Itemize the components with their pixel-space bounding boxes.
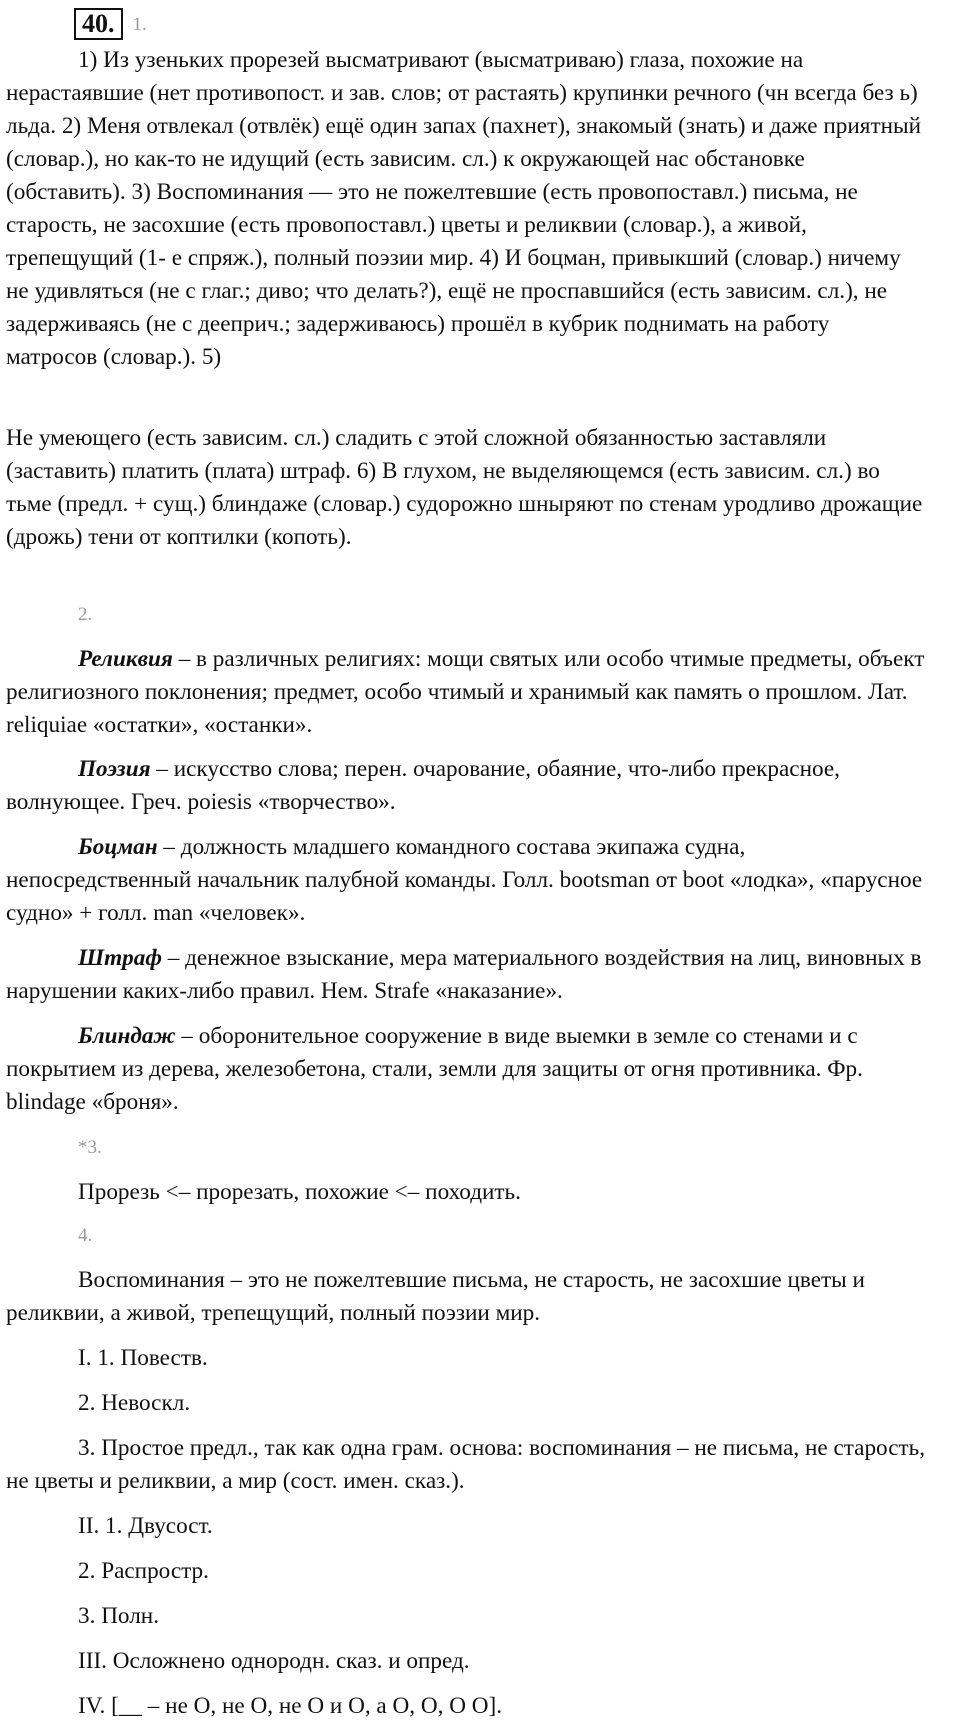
analysis-line: III. Осложнено однородн. сказ. и опред. (78, 1648, 470, 1674)
ex1-paragraph-2: Не умеющего (есть зависим. сл.) сладить с этой сложной обязанностью заставляли (заставить) платить (плата) штраф. 6) В глухом, не выделяющемся (есть зависим. сл.) во тьме (предл. + сущ.) блиндаже (словар.) судорожно шныряют по стенам уродливо дрожащие (дрожь) тени от коптилки (копоть). (6, 425, 923, 550)
ex4-sentence: Воспоминания – это не пожелтевшие письма, не старость, не засохшие цветы и реликвии, а живой, трепещущий, полный поэзии мир. (6, 1267, 865, 1326)
definition-term: Боцман (78, 834, 158, 860)
definition-entry (6, 831, 926, 930)
definition-text: – должность младшего командного состава экипажа судна, непосредственный начальник палубной команды. Голл. bootsman от boot «лодка», «парусное судно» + голл. man «человек». (6, 834, 923, 926)
definition-term: Блиндаж (78, 1023, 176, 1049)
section-2-label: 2. (78, 604, 93, 625)
definition-text: – искусство слова; перен. очарование, обаяние, что-либо прекрасное, волнующее. Греч. poiesis «творчество». (6, 756, 840, 815)
analysis-line: 3. Простое предл., так как одна грам. основа: воспоминания – не письма, не старость, не цветы и реликвии, а мир (сост. имен. сказ.). (6, 1435, 926, 1494)
analysis-line: I. 1. Повеств. (78, 1345, 208, 1371)
definition-term: Реликвия (78, 646, 173, 672)
definition-entry (6, 942, 926, 1008)
definition-entry (6, 643, 926, 742)
definition-text: – денежное взыскание, мера материального воздействия на лиц, виновных в нарушении каких-либо правил. Нем. Strafe «наказание». (6, 945, 922, 1004)
definition-term: Штраф (78, 945, 162, 971)
analysis-line: 2. Распростр. (78, 1558, 209, 1584)
analysis-line: II. 1. Двусост. (78, 1513, 213, 1539)
section-3-label: *3. (78, 1137, 102, 1158)
definition-term: Поэзия (78, 756, 151, 782)
ex3-text: Прорезь <– прорезать, похожие <– походить. (78, 1179, 521, 1205)
definition-entry (6, 1020, 926, 1119)
analysis-line: 3. Полн. (78, 1603, 159, 1629)
ex1-paragraph-1: 1) Из узеньких прорезей высматривают (высматриваю) глаза, похожие на нерастаявшие (нет противопост. и зав. слов; от растаять) крупинки речного (чн всегда без ь) льда. 2) Меня отвлекал (отвлёк) ещё один запах (пахнет), знакомый (знать) и даже приятный (словар.), но как-то не идущий (есть зависим. сл.) к окружающей нас обстановке (обставить). 3) Воспоминания — это не пожелтевшие (есть провопоставл.) письма, не старость, не засохшие (есть провопоставл.) цветы и реликвии (словар.), а живой, трепещущий (1- е спряж.), полный поэзии мир. 4) И боцман, привыкший (словар.) ничему не удивляться (не с глаг.; диво; что делать?), ещё не проспавшийся (есть зависим. сл.), не задерживаясь (не с дееприч.; задерживаюсь) прошёл в кубрик поднимать на работу матросов (словар.). 5) (6, 47, 921, 370)
sentence-scheme: IV. [__ – не О, не О, не О и О, а О, О, О О]. (78, 1693, 502, 1719)
exercise-header (74, 4, 147, 44)
definition-text: – оборонительное сооружение в виде выемки в земле со стенами и с покрытием из дерева, железобетона, стали, земли для защиты от огня противника. Фр. blindage «броня». (6, 1023, 863, 1115)
analysis-line: 2. Невоскл. (78, 1390, 191, 1416)
definition-text: – в различных религиях: мощи святых или особо чтимые предметы, объект религиозного поклонения; предмет, особо чтимый и хранимый как память о прошлом. Лат. reliquiae «остатки», «останки». (6, 646, 925, 738)
exercise-number: 40. (74, 8, 123, 40)
definition-entry (6, 753, 926, 819)
section-1-label: 1. (132, 13, 147, 35)
section-4-label: 4. (78, 1225, 93, 1246)
